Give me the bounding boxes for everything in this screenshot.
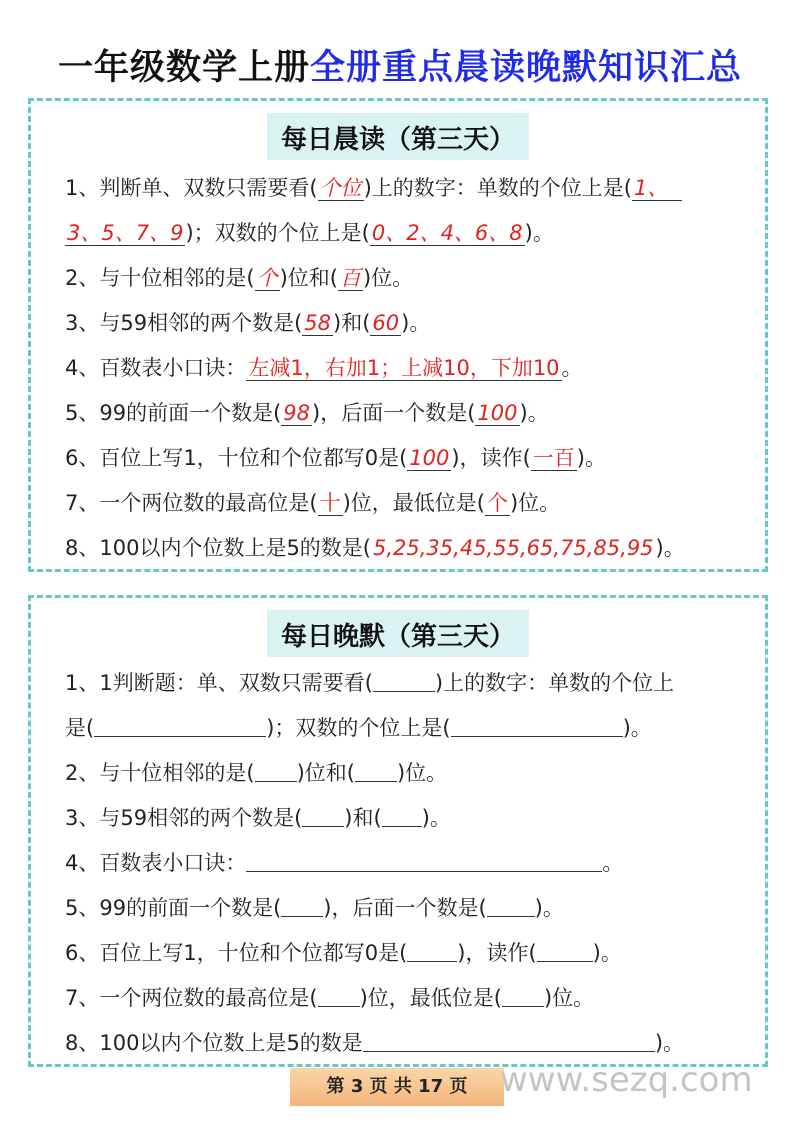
morning-reading-panel xyxy=(28,98,768,572)
blank-field[interactable] xyxy=(302,804,344,827)
morning-heading: 每日晨读（第三天） xyxy=(267,113,529,160)
morning-item-4: 4、百数表小口诀：左减1，右加1；上减10，下加10。 xyxy=(65,356,583,380)
evening-item-1-line-1: 1、1判断题：单、双数只需要看( )上的数字：单数的个位上 xyxy=(65,671,675,695)
answer: 个位 xyxy=(319,176,362,200)
page-title xyxy=(0,40,800,90)
blank-field[interactable] xyxy=(355,759,397,782)
blank-field[interactable] xyxy=(373,669,435,692)
watermark: www.sezq.com xyxy=(500,1060,753,1100)
blank-field[interactable] xyxy=(255,759,297,782)
morning-item-6: 6、百位上写1，十位和个位都写0是(100)，读作(一百)。 xyxy=(65,446,606,470)
morning-item-5: 5、99的前面一个数是(98)，后面一个数是(100)。 xyxy=(65,401,549,425)
evening-item-8: 8、100以内个位数上是5的数是 )。 xyxy=(65,1031,685,1055)
morning-item-3: 3、与59相邻的两个数是(58)和(60)。 xyxy=(65,311,431,335)
blank-field[interactable] xyxy=(487,894,535,917)
answer: 3、5、7、9 xyxy=(67,221,184,245)
blank-field[interactable] xyxy=(281,894,323,917)
morning-item-1-line-2: 3、5、7、9)；双数的个位上是(0、2、4、6、8)。 xyxy=(67,221,554,245)
evening-item-2: 2、与十位相邻的是( )位和( )位。 xyxy=(65,761,448,785)
evening-item-6: 6、百位上写1，十位和个位都写0是( )，读作( )。 xyxy=(65,941,622,965)
blank-field[interactable] xyxy=(382,804,422,827)
evening-item-7: 7、一个两位数的最高位是( )位，最低位是( )位。 xyxy=(65,986,595,1010)
blank-field[interactable] xyxy=(451,714,623,737)
blank-field[interactable] xyxy=(318,984,360,1007)
title-part-2: 全册重点晨读晚默知识汇总 xyxy=(310,48,743,88)
evening-heading: 每日晚默（第三天） xyxy=(267,610,529,657)
answer: 1、 xyxy=(632,176,682,201)
evening-item-1-line-2: 是( )；双数的个位上是( )。 xyxy=(65,716,652,740)
blank-field[interactable] xyxy=(94,714,266,737)
evening-recitation-panel xyxy=(28,595,768,1067)
evening-item-4: 4、百数表小口诀： 。 xyxy=(65,851,624,875)
blank-field[interactable] xyxy=(537,939,593,962)
morning-item-1-line-1: 1、判断单、双数只需要看(个位)上的数字：单数的个位上是(1、 xyxy=(65,173,682,203)
blank-field[interactable] xyxy=(407,939,457,962)
blank-field[interactable] xyxy=(363,1029,655,1052)
blank-field[interactable] xyxy=(502,984,544,1007)
answer: 0、2、4、6、8 xyxy=(371,221,523,245)
page-number-footer: 第 3 页 共 17 页 xyxy=(290,1068,504,1106)
evening-item-5: 5、99的前面一个数是( )，后面一个数是( )。 xyxy=(65,896,564,920)
title-part-1: 一年级数学上册 xyxy=(57,48,310,88)
morning-item-2: 2、与十位相邻的是(个)位和(百)位。 xyxy=(65,266,414,290)
morning-item-7: 7、一个两位数的最高位是(十)位，最低位是(个)位。 xyxy=(65,491,561,515)
blank-field[interactable] xyxy=(246,849,602,872)
evening-item-3: 3、与59相邻的两个数是( )和( )。 xyxy=(65,806,451,830)
morning-item-8: 8、100以内个位数上是5的数是(5,25,35,45,55,65,75,85,95)。 xyxy=(65,536,685,560)
